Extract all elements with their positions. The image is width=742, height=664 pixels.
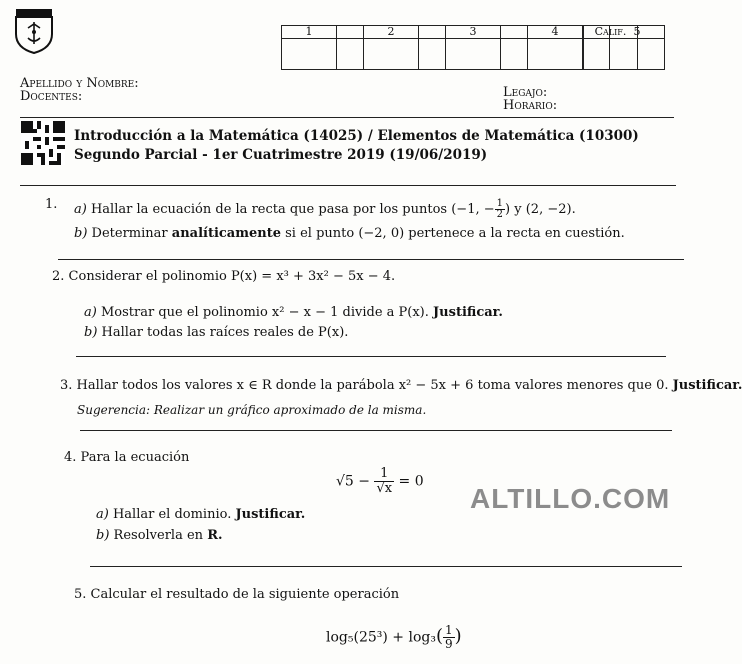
q4-number: 4. [64,450,77,465]
qr-code-icon [20,121,66,165]
grade-spacer [501,26,528,39]
q1-b-bold: analíticamente [171,226,281,241]
grade-col-4: 4 [528,26,583,39]
q1-a-frac-den: 2 [496,209,504,220]
q2-part-a [84,305,503,320]
q1-a-join: y [514,202,522,217]
q4-a-text: Hallar el dominio. [112,507,232,522]
q5-expr-den: 9 [444,637,453,651]
q3-bold: Justificar. [672,378,742,393]
q1-number: 1. [45,197,58,212]
q2-statement [52,269,395,284]
q5-text: Calcular el resultado de la siguiente operación [90,587,400,602]
q3-hint-text: Realizar un gráfico aproximado de la misma. [153,403,427,417]
q3-statement [60,378,742,393]
q4-part-a [96,507,305,522]
q1-part-b [74,226,625,241]
q2-b-text: Hallar todas las raíces reales de P(x). [101,325,349,340]
divider [58,259,684,260]
q4-text: Para la ecuación [80,450,190,465]
divider [80,430,672,431]
q4-equation [336,467,424,496]
q2-text: Considerar el polinomio P(x) = x³ + 3x² − 5x − 4. [68,269,396,284]
calif-box [583,25,638,70]
grade-cell[interactable] [501,39,528,70]
q1-a-text: Hallar la ecuación de la recta que pasa por los puntos [90,202,448,217]
q3-hint-label: Sugerencia: [77,403,151,417]
page-subtitle: Segundo Parcial - 1er Cuatrimestre 2019 (19/06/2019) [74,147,488,163]
divider [76,356,666,357]
q2-a-label: a) [84,305,97,320]
q1-a-point2: (2, −2). [525,202,576,217]
q4-b-label: b) [96,528,110,543]
q2-a-text: Mostrar que el polinomio x² − x − 1 divide a P(x). [100,305,429,320]
q5-expr-fraction [443,624,455,651]
calif-label: Calif. [584,26,638,39]
q5-expr-a: log₅(25³) + log₃ [326,629,436,646]
q2-a-bold: Justificar. [433,305,503,320]
q3-hint [77,403,426,417]
q1-a-point1-start: (−1, − [451,202,495,217]
apellido-label: Apellido y Nombre: [20,76,139,91]
q1-b-label: b) [74,226,88,241]
q4-a-label: a) [96,507,109,522]
divider [90,566,682,567]
grade-cell[interactable] [446,39,501,70]
grade-cell[interactable] [528,39,583,70]
q4-eq-num: 1 [374,467,394,482]
grade-col-1: 1 [282,26,337,39]
q4-b-bold: R. [207,528,223,543]
q5-expr-num: 1 [444,623,453,637]
page-title: Introducción a la Matemática (14025) / Elementos de Matemática (10300) [74,128,639,144]
q4-eq-right: = 0 [398,473,424,490]
divider [20,185,676,186]
q1-a-point1-end: ) [505,202,511,217]
q5-statement [74,587,399,602]
q3-number: 3. [60,378,73,393]
q4-eq-left: √5 − [336,473,371,490]
q5-number: 5. [74,587,87,602]
calif-cell[interactable] [584,39,638,70]
q4-eq-den: √x [376,481,393,496]
q2-number: 2. [52,269,65,284]
watermark: ALTILLO.COM [470,483,671,514]
grade-cell[interactable] [337,39,364,70]
legajo-label: Legajo: [503,85,548,100]
grade-cell[interactable] [282,39,337,70]
q1-a-frac-num: 1 [496,198,504,209]
grade-spacer [419,26,446,39]
q1-b-pre: Determinar [91,226,168,241]
grade-cell[interactable] [364,39,419,70]
grade-col-3: 3 [446,26,501,39]
q4-b-text: Resolverla en [113,528,204,543]
grade-cell[interactable] [419,39,446,70]
docentes-label: Docentes: [20,89,83,104]
q4-a-bold: Justificar. [235,507,306,522]
q1-part-a [74,199,576,220]
q1-b-post: si el punto (−2, 0) pertenece a la recta en cuestión. [285,226,625,241]
grade-col-5: 5 [610,26,665,39]
q2-part-b [84,325,348,340]
q4-part-b [96,528,223,543]
q1-a-label: a) [74,202,87,217]
q1-a-fraction [495,199,505,220]
divider [20,117,674,118]
grade-col-2: 2 [364,26,419,39]
grade-spacer [337,26,364,39]
q4-statement [64,450,189,465]
q4-eq-fraction [374,467,394,496]
q3-text: Hallar todos los valores x ∈ R donde la parábola x² − 5x + 6 toma valores menores que 0. [76,378,669,393]
university-shield-logo [14,8,54,54]
q2-b-label: b) [84,325,98,340]
q5-expression: log₅(25³) + log₃( $\frac{1}{9}$ ) [326,623,462,651]
horario-label: Horario: [503,98,558,113]
